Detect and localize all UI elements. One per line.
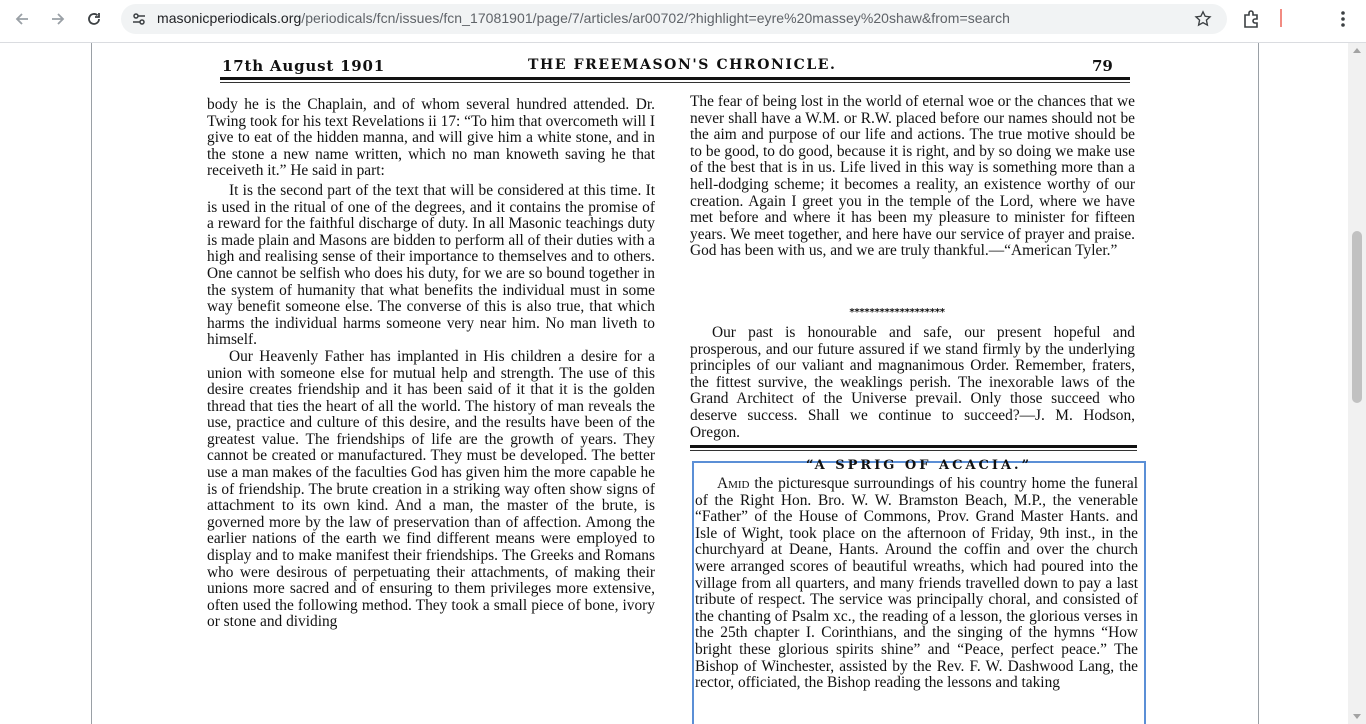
extensions-button[interactable]	[1241, 8, 1265, 32]
browser-menu-button[interactable]	[1331, 6, 1355, 32]
reload-icon	[86, 11, 102, 27]
section-rule-thin	[690, 450, 1137, 451]
article-text: the picturesque surroundings of his country home the funeral of the Right Hon. Bro. W. W. Bramston Beach, M.P., the venerable “Father” of the House of Commons, Prov. Grand Master Hants. and Isle of Wight, took place on the afternoon of Friday, 9th inst., in the churchyard at Deane, Hants. Around the coffin and over the church were arranged scores of beautiful wreaths, which had poured into the village from all quarters, and many friends travelled down to pay a last tribute of respect. The service was principally choral, and consisted of the chanting of Psalm xc., the reading of a lesson, the glorious verses in the 25th chapter I. Corinthians, and the singing of the hymns “How bright these glorious spirits shine” and “Peace, perfect peace.” The Bishop of Winchester, assisted by the Rev. F. W. Dashwood Lang, the rector, officiated, the Bishop reading the lessons and taking	[695, 475, 1138, 692]
right-paragraph-1: The fear of being lost in the world of eternal woe or the chances that we never shall have a W.M. or R.W. placed before our names should not be the aim and purpose of our life and actions. The true motive should be to be good, to do good, because it is right, and by so doing we make use of the best that is in us. Life lived in this way is something more than a hell-dodging scheme; it becomes a reality, an existence worthy of our creation. Again I greet you in the temple of the Lord, where we have met before and where it has been my pleasure to minister for fifteen years. We meet together, and here have our service of prayer and praise. God has been with us, and we are truly thankful.—“American Tyler.”	[690, 93, 1135, 260]
kebab-menu-icon	[1340, 10, 1346, 28]
forward-button[interactable]	[43, 6, 73, 32]
scroll-thumb[interactable]	[1352, 231, 1362, 403]
left-paragraph-1: body he is the Chaplain, and of whom several hundred attended. Dr. Twing took for his text Revelations ii 17: “To him that overcometh will I give to eat of the hidden manna, and will give him a white stone, and in the stone a new name written, which no man knoweth saving he that receiveth it.” He said in part:	[207, 96, 655, 180]
left-paragraph-3: Our Heavenly Father has implanted in His children a desire for a union with someone else for mutual help and strength. The use of this desire creates friendship and it has been said of it that it is the golden thread that ties the heart of all the world. The history of man reveals the use, practice and culture of this desire, and the results have been of the greatest value. The friendships of life are the growth of years. They cannot be created or manufactured. They must be developed. The better use a man makes of the faculties God has given him the more capable he is of friendship. The brute creation in a striking way often show signs of attachment to its own kind. And a man, the master of the brute, is governed more by the law of preservation than of affection. Among the earlier nations of the earth we find different means were employed to display and to make manifest their friendships. The Greeks and Romans who were desirous of perpetuating their attachments, of making their unions more sacred and of ensuring to them privileges more extensive, often used the following method. They took a small piece of bone, ivory or stone and dividing	[207, 347, 655, 631]
browser-toolbar	[0, 0, 1366, 43]
page-number: 79	[1092, 57, 1113, 75]
left-column	[207, 97, 655, 631]
page-border-right	[1258, 43, 1259, 724]
arrow-left-icon	[14, 11, 30, 27]
url-path: /periodicals/fcn/issues/fcn_17081901/page/7/articles/ar00702/?highlight=eyre%20massey%20shaw&from=search	[301, 10, 1011, 26]
masthead-rule	[220, 77, 1130, 80]
issue-date: 17th August 1901	[222, 57, 386, 75]
bookmark-star-icon[interactable]	[1191, 7, 1215, 31]
right-column-middle	[690, 325, 1135, 441]
article-title: “A SPRIG OF ACACIA.”	[805, 458, 1033, 473]
right-column-top	[690, 94, 1135, 260]
back-button[interactable]	[7, 6, 37, 32]
puzzle-icon	[1241, 8, 1263, 30]
left-paragraph-2: It is the second part of the text that will be considered at this time. It is used in the ritual of one of the degrees, and it contains the promise of a reward for the faithful discharge of duty. In all Masonic teachings duty is made plain and Masons are bidden to perform all of their duties with a high and realising sense of their importance to themselves and to others. One cannot be selfish who does his duty, for we are so bound together in the system of humanity that what benefits the individual must in some way benefit someone else. The converse of this is also true, that which harms the individual harms someone very near him. No man liveth to himself.	[207, 181, 655, 349]
reload-button[interactable]	[79, 6, 109, 32]
scroll-up-arrow-icon[interactable]	[1353, 48, 1361, 53]
article-body	[695, 476, 1138, 692]
article-dropcap: Amid	[717, 475, 750, 492]
masthead-rule-thin	[220, 82, 1130, 83]
address-bar[interactable]	[121, 4, 1227, 34]
page-viewport	[0, 43, 1348, 724]
profile-button[interactable]	[1290, 7, 1316, 31]
separator-stars: *******************	[849, 307, 945, 318]
newspaper-page	[92, 43, 1258, 724]
site-info-icon[interactable]	[129, 9, 149, 29]
scroll-down-arrow-icon[interactable]	[1353, 714, 1361, 719]
vertical-scrollbar[interactable]	[1348, 43, 1366, 724]
url-host: masonicperiodicals.org	[157, 10, 302, 26]
section-rule	[690, 445, 1137, 448]
toolbar-divider	[1280, 9, 1282, 27]
arrow-right-icon	[50, 11, 66, 27]
url-text[interactable]	[157, 10, 1010, 26]
publication-title: THE FREEMASON'S CHRONICLE.	[528, 57, 837, 73]
right-paragraph-2: Our past is honourable and safe, our present hopeful and prosperous, and our future assured if we stand firmly by the underlying principles of our valiant and magnanimous Order. Remember, fraters, the fittest survive, the weaklings perish. The inexorable laws of the Grand Architect of the Universe prevail. Only those succeed who deserve success. Shall we continue to succeed?—J. M. Hodson, Oregon.	[690, 324, 1135, 441]
